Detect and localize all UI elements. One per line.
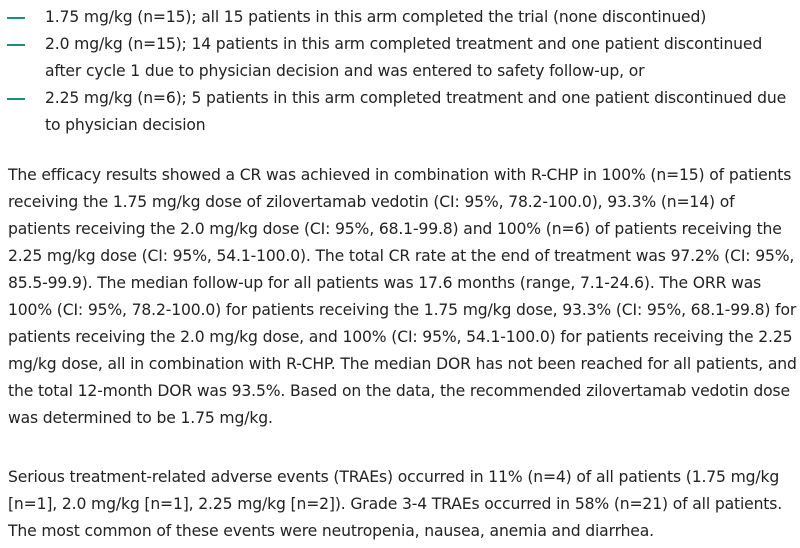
list-item	[0, 31, 800, 85]
list-item-text: 1.75 mg/kg (n=15); all 15 patients in this arm completed the trial (none discontinued)	[45, 8, 707, 26]
list-item-text: 2.25 mg/kg (n=6); 5 patients in this arm completed treatment and one patient discontinued due to physician decision	[45, 89, 787, 134]
list-item	[0, 4, 800, 31]
dash-bullet-icon	[7, 17, 25, 19]
dose-arm-list	[0, 4, 800, 139]
list-item	[0, 85, 800, 139]
safety-paragraph: Serious treatment-related adverse events (TRAEs) occurred in 11% (n=4) of all patients (1.75 mg/kg [n=1], 2.0 mg/kg [n=1], 2.25 mg/kg [n=2]). Grade 3-4 TRAEs occurred in 58% (n=21) of all patients. The most common of these events were neutropenia, nausea, anemia and diarrhea.	[8, 468, 783, 540]
list-item-text: 2.0 mg/kg (n=15); 14 patients in this arm completed treatment and one patient discontinued after cycle 1 due to physician decision and was entered to safety follow-up, or	[45, 35, 763, 80]
efficacy-paragraph: The efficacy results showed a CR was achieved in combination with R-CHP in 100% (n=15) of patients receiving the 1.75 mg/kg dose of zilovertamab vedotin (CI: 95%, 78.2-100.0), 93.3% (n=14) of patients receiving the 2.0 mg/kg dose (CI: 95%, 68.1-99.8) and 100% (n=6) of patients receiving the 2.25 mg/kg dose (CI: 95%, 54.1-100.0). The total CR rate at the end of treatment was 97.2% (CI: 95%, 85.5-99.9). The median follow-up for all patients was 17.6 months (range, 7.1-24.6). The ORR was 100% (CI: 95%, 78.2-100.0) for patients receiving the 1.75 mg/kg dose, 93.3% (CI: 95%, 68.1-99.8) for patients receiving the 2.0 mg/kg dose, and 100% (CI: 95%, 54.1-100.0) for patients receiving the 2.25 mg/kg dose, all in combination with R-CHP. The median DOR has not been reached for all patients, and the total 12-month DOR was 93.5%. Based on the data, the recommended zilovertamab vedotin dose was determined to be 1.75 mg/kg.	[8, 166, 797, 427]
dash-bullet-icon	[7, 44, 25, 46]
dash-bullet-icon	[7, 98, 25, 100]
